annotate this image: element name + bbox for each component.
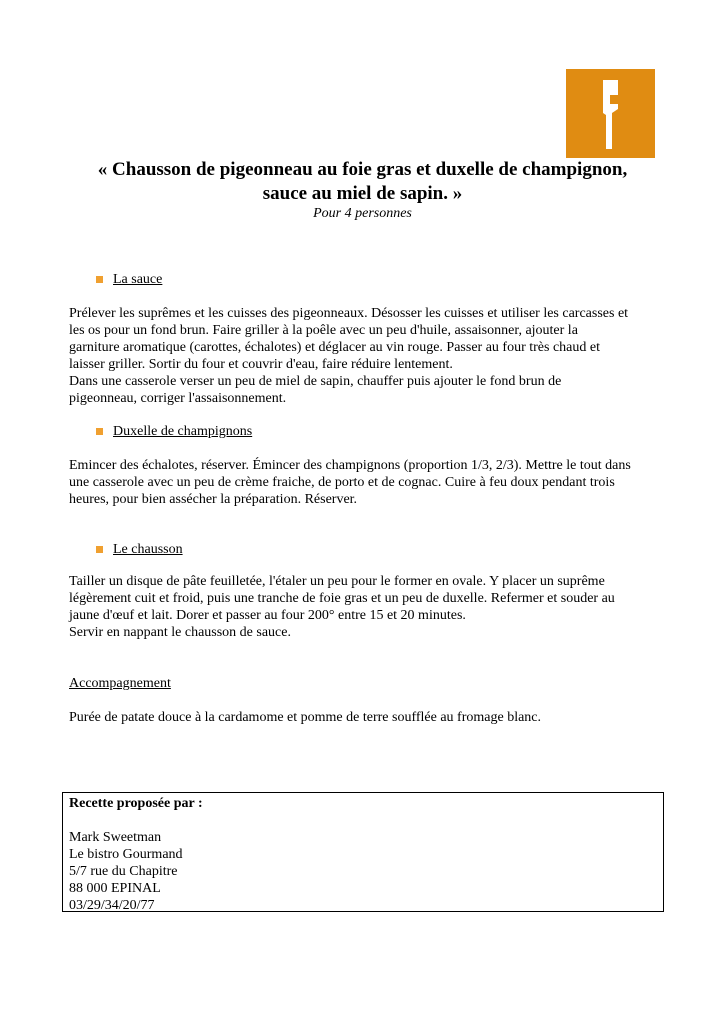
section-heading-chausson [96, 541, 183, 558]
credit-spacer [69, 812, 203, 829]
paragraph-line: légèrement cuit et froid, puis une tranche de foie gras et un peu de duxelle. Refermer et souder au [69, 591, 615, 606]
paragraph-line: garniture aromatique (carottes, échalotes) et déglacer au vin rouge. Passer au four très chaud et [69, 340, 600, 355]
paragraph-line: une casserole avec un peu de crème fraiche, de porto et de cognac. Cuire à feu doux pendant trois [69, 475, 615, 490]
recipe-title [40, 158, 685, 206]
paragraph-line: Prélever les suprêmes et les cuisses des pigeonneaux. Désosser les cuisses et utiliser les carcasses et [69, 306, 629, 321]
paragraph-line: Purée de patate douce à la cardamome et pomme de terre soufflée au fromage blanc. [69, 710, 542, 725]
section-heading-sauce [96, 271, 162, 288]
sauce-paragraph [69, 305, 659, 407]
paragraph-line: pigeonneau, corriger l'assaisonnement. [69, 391, 287, 406]
recipe-title-line1: « Chausson de pigeonneau au foie gras et duxelle de champignon, [97, 159, 628, 180]
logo [566, 69, 655, 158]
credit-label: Recette proposée par : [69, 796, 203, 811]
paragraph-line: Dans une casserole verser un peu de miel de sapin, chauffer puis ajouter le fond brun de [69, 374, 562, 389]
paragraph-line: Emincer des échalotes, réserver. Émincer des champignons (proportion 1/3, 2/3). Mettre le tout dans [69, 458, 631, 473]
section-heading-label: Le chausson [113, 542, 183, 557]
city-address: 88 000 EPINAL [69, 881, 161, 896]
section-heading-duxelle [96, 423, 252, 440]
i-letter-logo-icon [566, 69, 655, 158]
chef-name: Mark Sweetman [69, 830, 162, 845]
accompagnement-paragraph [69, 709, 659, 726]
restaurant-name: Le bistro Gourmand [69, 847, 183, 862]
credit-box [62, 792, 664, 912]
bullet-square-icon [96, 428, 103, 435]
section-heading-label: Duxelle de champignons [113, 424, 253, 439]
paragraph-line: jaune d'œuf et lait. Dorer et passer au four 200° entre 15 et 20 minutes. [69, 608, 466, 623]
section-heading-label: La sauce [113, 272, 163, 287]
paragraph-line: heures, pour bien assécher la préparation. Réserver. [69, 492, 358, 507]
bullet-square-icon [96, 546, 103, 553]
servings-subtitle: Pour 4 personnes [313, 206, 412, 221]
street-address: 5/7 rue du Chapitre [69, 864, 178, 879]
bullet-square-icon [96, 276, 103, 283]
duxelle-paragraph [69, 457, 659, 508]
recipe-title-line2: sauce au miel de sapin. » [262, 183, 463, 204]
paragraph-line: Servir en nappant le chausson de sauce. [69, 625, 291, 640]
phone-number: 03/29/34/20/77 [69, 898, 155, 913]
paragraph-line: laisser griller. Sortir du four et couvrir d'eau, faire réduire lentement. [69, 357, 453, 372]
section-heading-accompagnement: Accompagnement [69, 676, 171, 691]
paragraph-line: les os pour un fond brun. Faire griller à la poêle avec un peu d'huile, assaisonner, ajouter la [69, 323, 578, 338]
chausson-paragraph [69, 573, 659, 641]
paragraph-line: Tailler un disque de pâte feuilletée, l'étaler un peu pour le former en ovale. Y placer un suprême [69, 574, 605, 589]
